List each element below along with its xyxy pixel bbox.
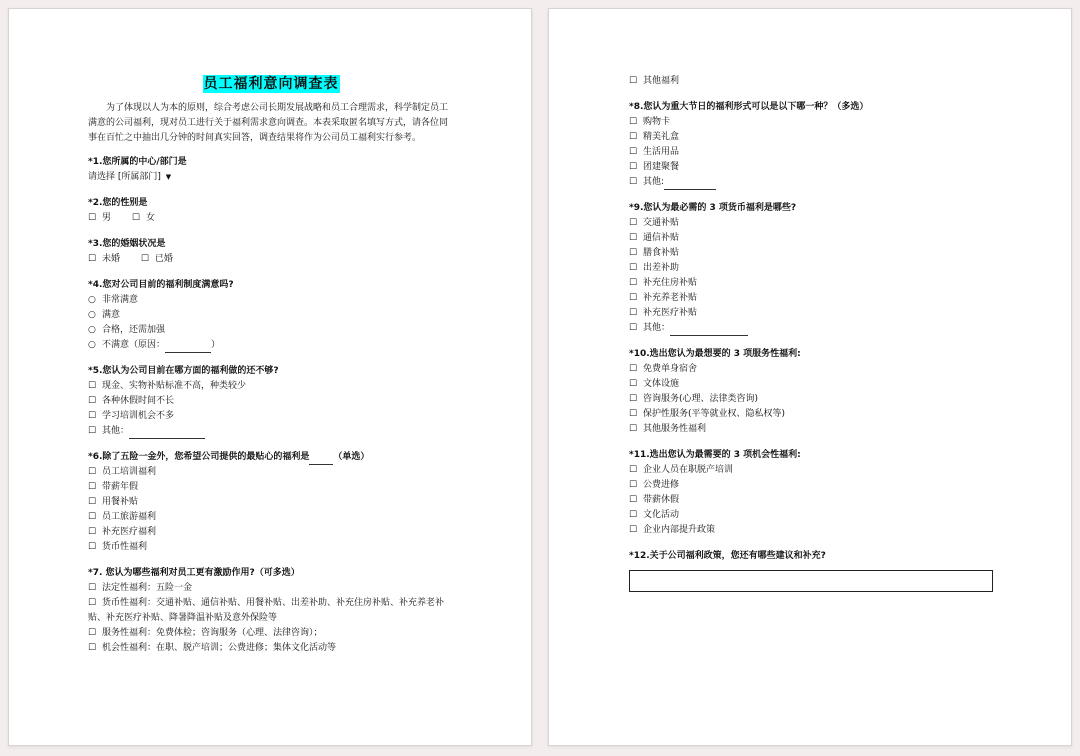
checkbox-icon: ☐ [629, 162, 638, 172]
option-label: 文体设施 [643, 379, 680, 389]
checkbox-icon: ☐ [629, 525, 638, 535]
option-label: 其他福利 [643, 76, 680, 86]
checkbox-option[interactable] [629, 407, 1071, 422]
question-title-suffix: （单选） [333, 452, 370, 462]
option-label: 补充医疗补贴 [643, 308, 698, 318]
other-blank[interactable] [664, 179, 716, 190]
checkbox-icon: ☐ [88, 527, 97, 537]
checkbox-icon: ☐ [629, 177, 638, 187]
option-label: 文化活动 [643, 510, 680, 520]
checkbox-option[interactable] [88, 540, 531, 555]
radio-icon: ○ [88, 310, 96, 320]
option-label: 补充养老补贴 [643, 293, 698, 303]
document-page-2 [548, 8, 1072, 746]
checkbox-option-other[interactable] [629, 321, 1071, 336]
option-female[interactable] [132, 211, 155, 226]
checkbox-icon: ☐ [88, 396, 97, 406]
option-label: 出差补助 [643, 263, 680, 273]
checkbox-option[interactable] [88, 525, 531, 540]
question-title: *8.您认为重大节日的福利形式可以是以下哪一种？（多选） [629, 102, 869, 112]
option-label: 补充住房补贴 [643, 278, 698, 288]
checkbox-icon: ☐ [140, 254, 149, 264]
question-title: *1.您所属的中心/部门是 [88, 157, 187, 167]
option-label: 企业人员在职脱产培训 [643, 465, 734, 475]
checkbox-icon: ☐ [88, 643, 97, 653]
option-label: 团建聚餐 [643, 162, 680, 172]
checkbox-option[interactable] [629, 493, 1071, 508]
checkbox-icon: ☐ [131, 213, 140, 223]
option-label: 未婚 [102, 254, 121, 264]
checkbox-icon: ☐ [629, 394, 638, 404]
question-6 [88, 450, 531, 555]
checkbox-icon: ☐ [629, 263, 638, 273]
option-label: 不满意（原因： [102, 340, 166, 350]
checkbox-option[interactable] [629, 216, 1071, 231]
radio-option[interactable] [88, 293, 531, 308]
question-5 [88, 364, 531, 439]
checkbox-icon: ☐ [88, 598, 97, 608]
option-label: 男 [102, 213, 112, 223]
question-title: *2.您的性别是 [88, 198, 148, 208]
checkbox-option[interactable] [629, 362, 1071, 377]
option-label: 员工培训福利 [102, 467, 157, 477]
checkbox-icon: ☐ [629, 480, 638, 490]
checkbox-icon: ☐ [629, 147, 638, 157]
option-label: 已婚 [154, 254, 173, 264]
option-label: 保护性服务(平等就业权、隐私权等) [643, 409, 786, 419]
marital-options [88, 252, 531, 267]
option-label: 带薪年假 [102, 482, 139, 492]
select-label: 请选择 [88, 172, 116, 182]
option-label: 货币性福利：交通补贴、通信补贴、用餐补贴、出差补助、补充住房补贴、补充养老补贴、补充医疗补贴、降暑降温补贴及意外保险等 [88, 598, 445, 623]
checkbox-option[interactable] [629, 246, 1071, 261]
other-blank[interactable] [670, 325, 748, 336]
other-blank[interactable] [129, 428, 205, 439]
question-title: *3.您的婚姻状况是 [88, 239, 166, 249]
checkbox-option[interactable] [88, 465, 531, 480]
option-label: 生活用品 [643, 147, 680, 157]
option-label: 用餐补贴 [102, 497, 139, 507]
checkbox-icon: ☐ [88, 583, 97, 593]
document-page-1 [8, 8, 532, 746]
checkbox-option[interactable] [88, 495, 531, 510]
question-title: *11.选出您认为最需要的 3 项机会性福利: [629, 450, 801, 460]
checkbox-icon: ☐ [88, 512, 97, 522]
option-unmarried[interactable] [88, 252, 120, 267]
checkbox-icon: ☐ [88, 411, 97, 421]
option-label: 咨询服务(心理、法律类咨询) [643, 394, 759, 404]
checkbox-icon: ☐ [629, 218, 638, 228]
checkbox-option-other[interactable] [88, 424, 531, 439]
option-label: 服务性福利：免费体检；咨询服务（心理、法律咨询）； [102, 628, 323, 638]
question-1 [88, 155, 531, 185]
checkbox-icon: ☐ [629, 308, 638, 318]
checkbox-icon: ☐ [88, 381, 97, 391]
option-label: 企业内部提升政策 [643, 525, 716, 535]
option-label: 精美礼盒 [643, 132, 680, 142]
checkbox-icon: ☐ [88, 482, 97, 492]
checkbox-option[interactable] [629, 478, 1071, 493]
radio-icon: ○ [88, 340, 96, 350]
answer-blank[interactable] [309, 455, 333, 465]
radio-option-unsatisfied[interactable] [88, 338, 531, 353]
option-label: 合格，还需加强 [102, 325, 166, 335]
checkbox-icon: ☐ [629, 323, 638, 333]
checkbox-icon: ☐ [629, 364, 638, 374]
checkbox-option[interactable] [629, 508, 1071, 523]
checkbox-option[interactable] [629, 145, 1071, 160]
checkbox-icon: ☐ [88, 497, 97, 507]
checkbox-option[interactable] [629, 291, 1071, 306]
checkbox-option[interactable] [629, 115, 1071, 130]
checkbox-option[interactable] [629, 306, 1071, 321]
checkbox-option-other[interactable] [629, 175, 1071, 190]
option-label: 补充医疗福利 [102, 527, 157, 537]
option-label: 学习培训机会不多 [102, 411, 175, 421]
checkbox-option[interactable] [629, 130, 1071, 145]
radio-icon: ○ [88, 325, 96, 335]
option-male[interactable] [88, 211, 111, 226]
checkbox-option[interactable] [88, 626, 531, 641]
gender-options [88, 211, 531, 226]
radio-option[interactable] [88, 308, 531, 323]
checkbox-icon: ☐ [629, 495, 638, 505]
intro-paragraph: 为了体现以人为本的原则，综合考虑公司长期发展战略和员工合理需求，科学制定员工满意的公司福利，现对员工进行关于福利需求意向调查。本表采取匿名填写方式，请各位同事在百忙之中抽出几分钟的时间真实回答，调查结果将作为公司员工福利实行参考。 [88, 103, 449, 143]
checkbox-icon: ☐ [629, 424, 638, 434]
question-4 [88, 278, 531, 353]
option-label: 其他服务性福利 [643, 424, 707, 434]
option-suffix: ） [211, 340, 221, 350]
checkbox-icon: ☐ [629, 132, 638, 142]
checkbox-icon: ☐ [629, 248, 638, 258]
question-title: *9.您认为最必需的 3 项货币福利是哪些? [629, 203, 797, 213]
checkbox-icon: ☐ [629, 409, 638, 419]
option-label: 机会性福利：在职、脱产培训；公费进修；集体文化活动等 [102, 643, 337, 653]
question-7 [88, 566, 531, 656]
checkbox-option[interactable] [88, 581, 531, 596]
checkbox-icon: ☐ [629, 510, 638, 520]
checkbox-option[interactable] [629, 261, 1071, 276]
option-label: 其他： [643, 323, 671, 333]
question-title: *4.您对公司目前的福利制度满意吗? [88, 280, 234, 290]
radio-icon: ○ [88, 295, 96, 305]
dropdown-arrow-icon: ▼ [165, 173, 172, 181]
checkbox-icon: ☐ [629, 117, 638, 127]
checkbox-icon: ☐ [88, 213, 97, 223]
department-select[interactable] [88, 170, 531, 185]
checkbox-icon: ☐ [88, 467, 97, 477]
checkbox-option[interactable] [629, 160, 1071, 175]
question-3 [88, 237, 531, 267]
option-label: 满意 [102, 310, 121, 320]
checkbox-option[interactable] [629, 523, 1071, 538]
select-value: [所属部门] [117, 172, 161, 182]
checkbox-icon: ☐ [88, 254, 97, 264]
checkbox-option[interactable] [629, 392, 1071, 407]
checkbox-option[interactable] [88, 510, 531, 525]
checkbox-option[interactable] [88, 409, 531, 424]
option-label: 其他： [102, 426, 130, 436]
checkbox-icon: ☐ [629, 293, 638, 303]
option-label: 非常满意 [102, 295, 139, 305]
checkbox-icon: ☐ [88, 628, 97, 638]
checkbox-option[interactable] [88, 480, 531, 495]
checkbox-icon: ☐ [629, 379, 638, 389]
question-title: *10.选出您认为最想要的 3 项服务性福利: [629, 349, 801, 359]
option-label: 膳食补贴 [643, 248, 680, 258]
option-label: 免费单身宿舍 [643, 364, 698, 374]
question-title: *5.您认为公司目前在哪方面的福利做的还不够? [88, 366, 279, 376]
reason-blank[interactable] [165, 342, 211, 353]
checkbox-option[interactable] [629, 276, 1071, 291]
question-11 [629, 448, 1071, 538]
question-title [88, 450, 531, 465]
question-10 [629, 347, 1071, 437]
question-title: *7. 您认为哪些福利对员工更有激励作用?（可多选） [88, 568, 300, 578]
option-label: 法定性福利：五险一金 [102, 583, 193, 593]
option-label: 各种休假时间不长 [102, 396, 175, 406]
option-label: 公费进修 [643, 480, 680, 490]
checkbox-option[interactable] [629, 231, 1071, 246]
checkbox-option[interactable] [88, 379, 531, 394]
suggestion-input[interactable] [629, 570, 993, 592]
option-label: 通信补贴 [643, 233, 680, 243]
option-label: 女 [145, 213, 155, 223]
checkbox-option[interactable] [88, 596, 460, 626]
question-7-continued [629, 74, 1071, 89]
radio-option[interactable] [88, 323, 531, 338]
checkbox-option[interactable] [629, 74, 1071, 89]
checkbox-option[interactable] [88, 394, 531, 409]
question-title-text: *6.除了五险一金外，您希望公司提供的最贴心的福利是 [88, 452, 310, 462]
option-married[interactable] [141, 252, 173, 267]
checkbox-icon: ☐ [629, 278, 638, 288]
checkbox-icon: ☐ [629, 233, 638, 243]
question-9 [629, 201, 1071, 336]
checkbox-icon: ☐ [629, 76, 638, 86]
option-label: 现金、实物补贴标准不高，种类较少 [102, 381, 247, 391]
checkbox-option[interactable] [629, 463, 1071, 478]
option-label: 交通补贴 [643, 218, 680, 228]
document-title [88, 73, 454, 93]
question-2 [88, 196, 531, 226]
checkbox-option[interactable] [629, 377, 1071, 392]
question-8 [629, 100, 1071, 190]
option-label: 带薪休假 [643, 495, 680, 505]
title-text: 员工福利意向调查表 [203, 76, 339, 92]
option-label: 其他: [643, 177, 665, 187]
option-label: 员工旅游福利 [102, 512, 157, 522]
checkbox-icon: ☐ [629, 465, 638, 475]
checkbox-option[interactable] [88, 641, 531, 656]
checkbox-icon: ☐ [88, 426, 97, 436]
question-title: *12.关于公司福利政策，您还有哪些建议和补充? [629, 551, 826, 561]
option-label: 货币性福利 [102, 542, 148, 552]
question-12 [629, 549, 1071, 592]
checkbox-icon: ☐ [88, 542, 97, 552]
option-label: 购物卡 [643, 117, 671, 127]
checkbox-option[interactable] [629, 422, 1071, 437]
